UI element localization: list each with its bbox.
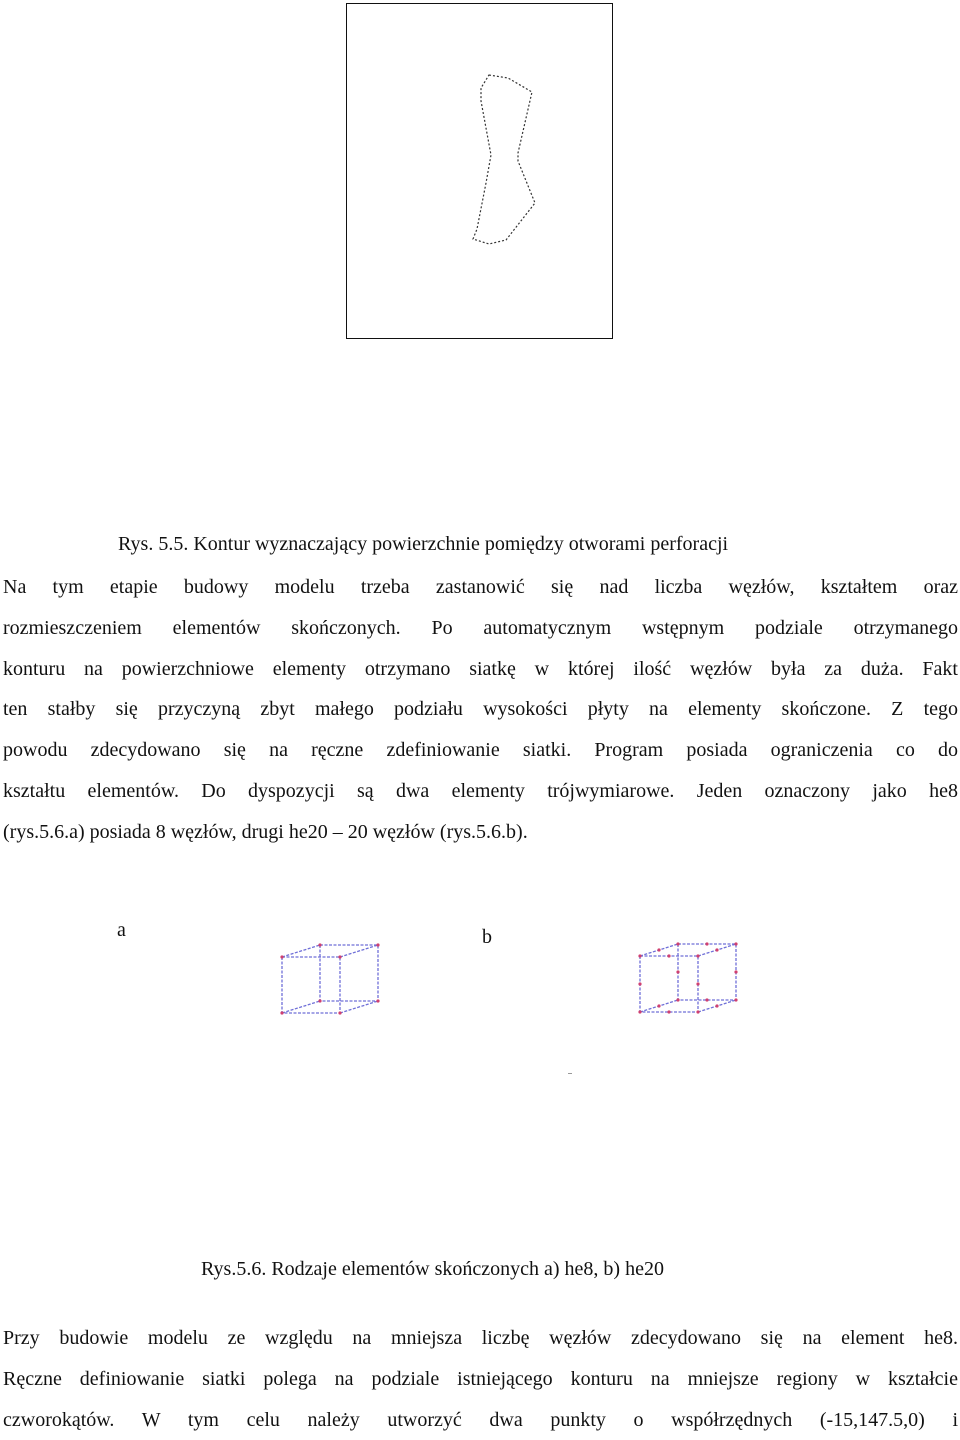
he20-element-drawing: [628, 932, 758, 1027]
paragraph-2: [3, 1318, 958, 1440]
paragraph-line: ten stałby się przyczyną zbyt małego podziału wysokości płyty na elementy skończone. Z tego: [3, 698, 958, 721]
contour-drawing: [346, 3, 613, 339]
figure-5-6-caption: Rys.5.6. Rodzaje elementów skończonych a) he8, b) he20: [201, 1258, 664, 1280]
paragraph-line: kształtu elementów. Do dyspozycji są dwa elementy trójwymiarowe. Jeden oznaczony jako he8: [3, 779, 958, 802]
paragraph-line: powodu zdecydowano się na ręczne zdefiniowanie siatki. Program posiada ograniczenia co do: [3, 739, 958, 762]
paragraph-line: rozmieszczeniem elementów skończonych. Po automatycznym wstępnym podziale otrzymanego: [3, 616, 958, 639]
he8-element-drawing: [270, 935, 400, 1030]
figure-label-a: a: [117, 919, 126, 941]
figure-label-b: b: [482, 926, 492, 948]
paragraph-line: Ręczne definiowanie siatki polega na podziale istniejącego konturu na mniejsze regiony w kształcie: [3, 1367, 958, 1390]
paragraph-line: konturu na powierzchniowe elementy otrzymano siatkę w której ilość węzłów była za duża. Fakt: [3, 657, 958, 680]
paragraph-line: (rys.5.6.a) posiada 8 węzłów, drugi he20 – 20 węzłów (rys.5.6.b).: [3, 820, 528, 843]
paragraph-line: Na tym etapie budowy modelu trzeba zastanowić się nad liczba węzłów, kształtem oraz: [3, 576, 958, 598]
figure-5-5-caption: Rys. 5.5. Kontur wyznaczający powierzchnie pomiędzy otworami perforacji: [118, 533, 729, 555]
paragraph-line: Przy budowie modelu ze względu na mniejsza liczbę węzłów zdecydowano się na element he8.: [3, 1327, 958, 1349]
paragraph-line: czworokątów. W tym celu należy utworzyć dwa punkty o współrzędnych (-15,147.5,0) i: [3, 1408, 958, 1431]
stray-mark: [568, 1073, 572, 1074]
perforation-contour: [473, 75, 535, 244]
paragraph-1: [3, 567, 958, 853]
